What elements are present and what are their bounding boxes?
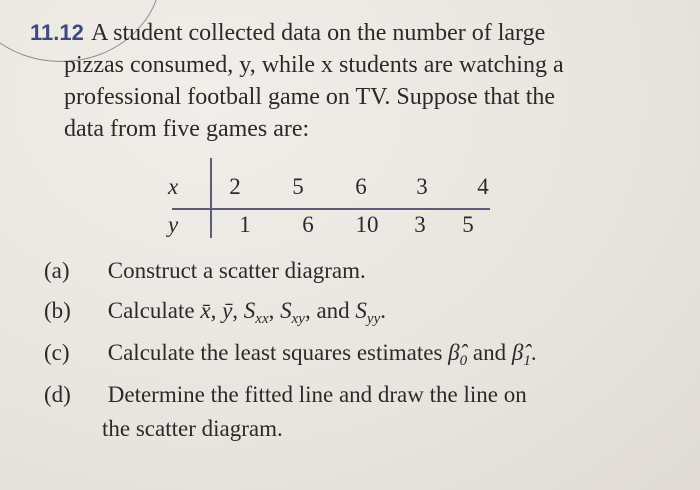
question-label: (a) (44, 258, 70, 283)
table-y-cell: 6 (302, 212, 314, 237)
question-d-continuation: the scatter diagram. (102, 416, 283, 441)
problem-statement (30, 17, 670, 145)
table-horizontal-rule (172, 208, 490, 210)
question-a (44, 258, 366, 284)
table-row-x (150, 174, 530, 208)
table-y-cell: 10 (355, 212, 379, 237)
question-text: Calculate (107, 298, 195, 323)
question-d (44, 382, 527, 408)
problem-text-line-1: A student collected data on the number of large (91, 20, 546, 46)
question-text-connector: , and (304, 298, 350, 323)
table-y-label: y (168, 212, 179, 237)
table-y-cell: 1 (239, 212, 251, 237)
beta1-symbol: $\betâ_1$ (511, 340, 531, 369)
table-x-cell: 6 (355, 174, 367, 199)
question-b: (b) Calculate x̄, ȳ, $S_{xx}$, $S_{xy}$, and $S_{yy}$. (44, 298, 386, 327)
question-c: (c) Calculate the least squares estimates $\betâ_0$ and $\betâ_1$. (44, 340, 537, 369)
beta0-symbol: $\betâ_0$ (448, 340, 468, 369)
question-text: Determine the fitted line and draw the line on (107, 382, 527, 407)
problem-text-line-2: pizzas consumed, y, while x students are watching a (64, 52, 564, 78)
table-x-cell: 3 (416, 174, 428, 199)
table-x-cell: 5 (292, 174, 304, 199)
problem-text-line-4: data from five games are: (64, 116, 310, 142)
sxy-symbol: $S_{xy}$ (280, 298, 305, 327)
problem-number: 11.12 (30, 20, 84, 45)
question-text: Construct a scatter diagram. (107, 258, 366, 283)
table-x-label: x (168, 174, 179, 199)
data-table (150, 168, 530, 236)
question-text: Calculate the least squares estimates (107, 340, 443, 365)
table-x-cell: 2 (229, 174, 241, 199)
xbar-symbol: x̄ (200, 298, 211, 323)
ybar-symbol: ȳ (222, 298, 233, 323)
table-y-cell: 5 (462, 212, 474, 237)
table-x-cell: 4 (477, 174, 489, 199)
question-text-connector: and (472, 340, 507, 365)
problem-line-1 (30, 17, 670, 49)
question-label: (c) (44, 340, 70, 365)
question-label: (d) (44, 382, 71, 407)
question-label: (b) (44, 298, 71, 323)
problem-text-line-3: professional football game on TV. Suppose that the (64, 84, 556, 110)
syy-symbol: $S_{yy}$ (355, 298, 381, 327)
table-row-y (150, 212, 530, 246)
table-y-cell: 3 (414, 212, 426, 237)
sxx-symbol: $S_{xx}$ (243, 298, 269, 327)
